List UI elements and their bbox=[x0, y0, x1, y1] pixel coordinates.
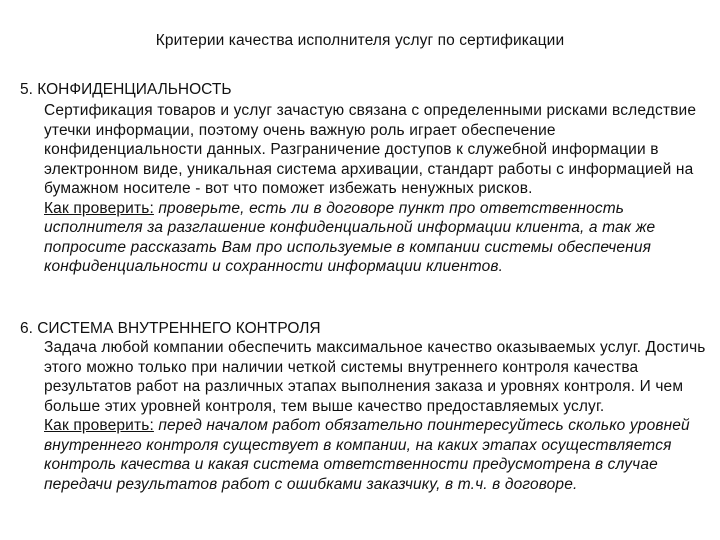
check-label: Как проверить: bbox=[44, 199, 154, 217]
check-instructions bbox=[44, 416, 708, 494]
section-description: Задача любой компании обеспечить максимальное качество оказываемых услуг. Достичь этого можно только при наличии четкой системы внутреннего контроля качества результатов работ на различных этапах выполнения заказа и уровнях контроля. И чем больше этих уровней контроля, тем выше качество предоставляемых услуг. bbox=[44, 339, 706, 415]
check-instructions bbox=[44, 199, 708, 277]
check-label: Как проверить: bbox=[44, 417, 154, 434]
check-text: перед началом работ обязательно поинтересуйтесь сколько уровней внутреннего контроля существует в компании, на каких этапах осуществляется контроль качества и какая система ответственности предусмотрена в случае передачи результатов работ с ошибками заказчику, в т.ч. в договоре. bbox=[44, 417, 690, 493]
slide-title: Критерии качества исполнителя услуг по сертификации bbox=[155, 32, 565, 49]
section-heading-confidentiality: 5. КОНФИДЕНЦИАЛЬНОСТЬ bbox=[20, 81, 232, 98]
section-heading-internal-control: 6. СИСТЕМА ВНУТРЕННЕГО КОНТРОЛЯ bbox=[20, 320, 321, 337]
section-body-confidentiality bbox=[44, 101, 708, 277]
section-body-internal-control bbox=[44, 338, 708, 494]
section-description: Сертификация товаров и услуг зачастую связана с определенными рисками вследствие утечки информации, поэтому очень важную роль играет обеспечение конфиденциальности данных. Разграничение доступов к служебной информации в электронном виде, уникальная система архивации, стандарт работы с информацией на бумажном носителе - вот что поможет избежать ненужных рисков. bbox=[44, 102, 697, 197]
check-text: проверьте, есть ли в договоре пункт про ответственность исполнителя за разглашение конфиденциальной информации клиента, а так же попросите рассказать Вам про используемые в компании системы обеспечения конфиденциальности и сохранности информации клиентов. bbox=[44, 199, 656, 275]
